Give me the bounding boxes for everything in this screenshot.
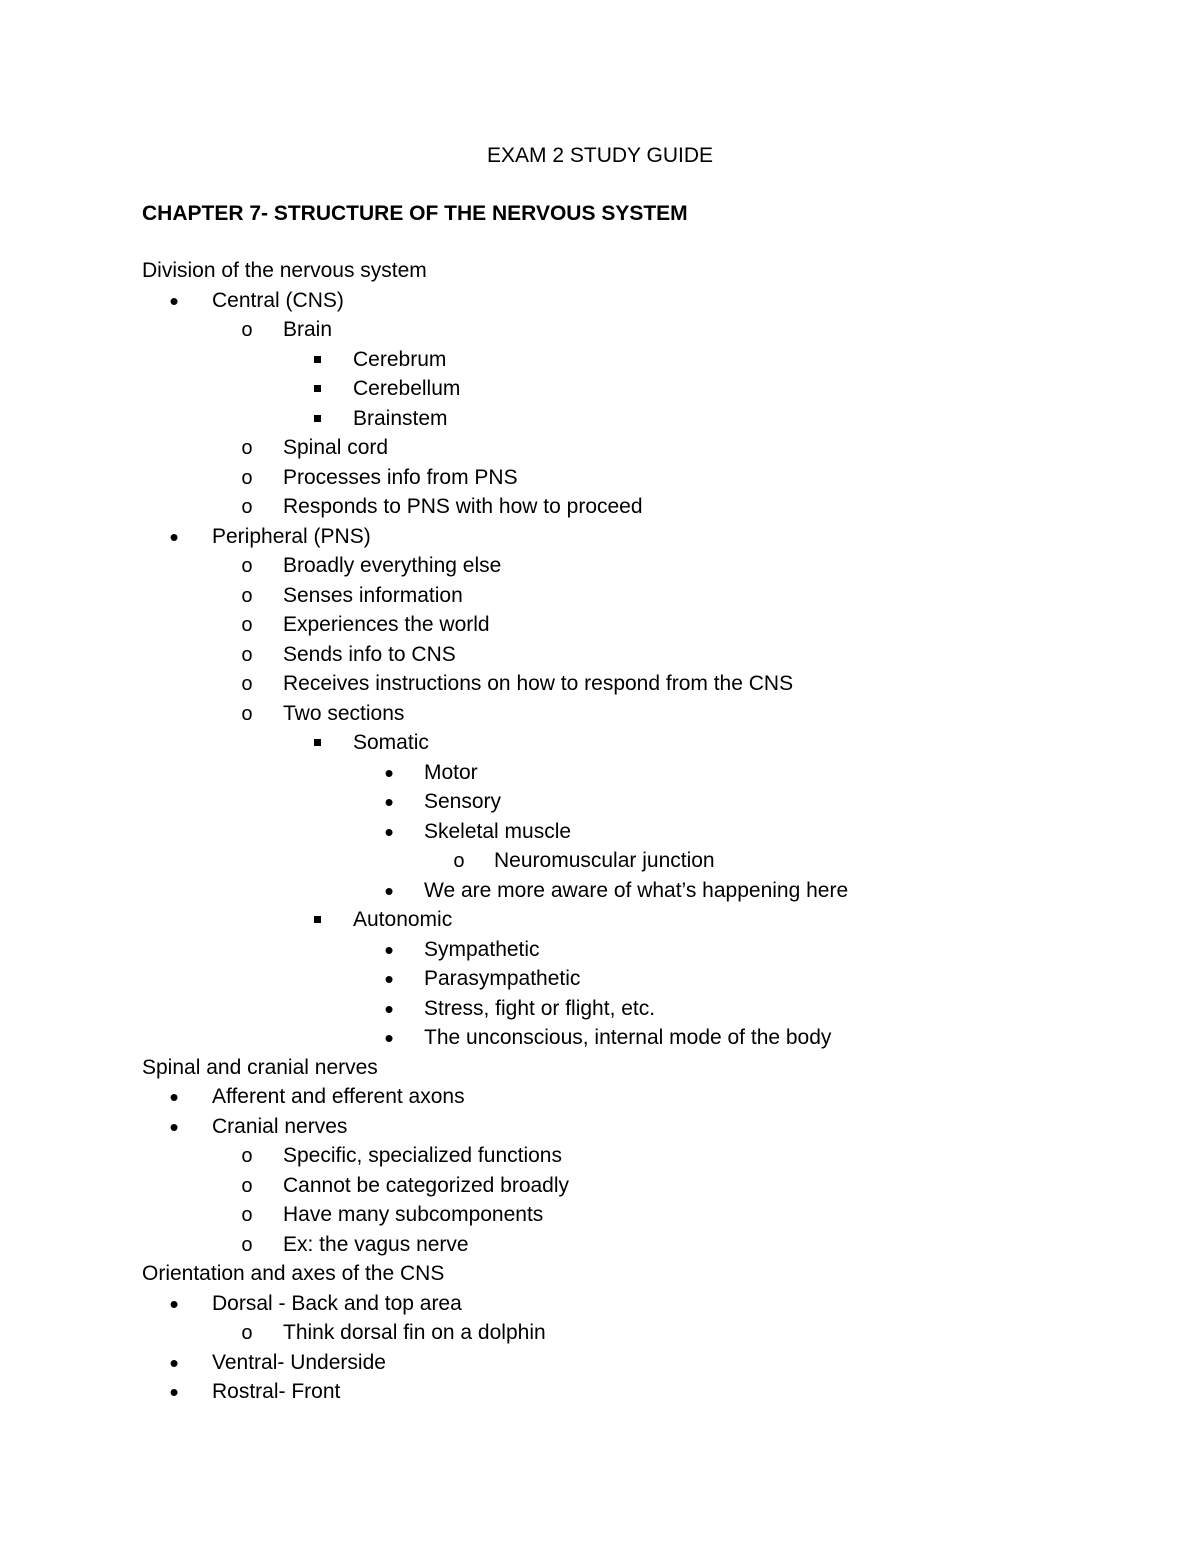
outline-item-text: Ex: the vagus nerve [283, 1233, 469, 1256]
outline-item-text: Brainstem [353, 407, 448, 430]
outline-item-text: Parasympathetic [424, 967, 581, 990]
outline-item [0, 345, 1200, 375]
disc-bullet-icon [159, 522, 189, 552]
outline-item [0, 728, 1200, 758]
outline-item [0, 1112, 1200, 1142]
outline-item [0, 876, 1200, 906]
outline-item-text: Ventral- Underside [212, 1351, 386, 1374]
circle-bullet-icon [232, 433, 262, 463]
square-bullet-icon [302, 374, 332, 404]
disc-bullet-icon [374, 758, 404, 788]
outline-item-text: Brain [283, 318, 333, 341]
disc-bullet-icon [159, 1377, 189, 1407]
outline-item-text: Motor [424, 761, 478, 784]
outline-item [0, 994, 1200, 1024]
outline-item [0, 404, 1200, 434]
outline-item-text: Central (CNS) [212, 289, 344, 312]
outline-item-text: Cerebellum [353, 377, 461, 400]
outline-item [0, 551, 1200, 581]
outline-item [0, 286, 1200, 316]
circle-bullet-icon [232, 1141, 262, 1171]
disc-bullet-icon [374, 1023, 404, 1053]
outline-item [0, 492, 1200, 522]
outline-item [0, 1023, 1200, 1053]
outline-item-text: Cannot be categorized broadly [283, 1174, 570, 1197]
circle-bullet-icon [232, 581, 262, 611]
square-bullet-icon [302, 905, 332, 935]
outline-item [0, 846, 1200, 876]
outline-item [0, 1259, 1200, 1289]
outline-item [0, 1053, 1200, 1083]
section-heading: Orientation and axes of the CNS [142, 1262, 445, 1285]
outline-item [0, 1141, 1200, 1171]
disc-bullet-icon [374, 935, 404, 965]
outline-item-text: Think dorsal fin on a dolphin [283, 1321, 546, 1344]
outline-item [0, 964, 1200, 994]
disc-bullet-icon [374, 787, 404, 817]
section-heading: Division of the nervous system [142, 259, 427, 282]
outline-item-text: Sends info to CNS [283, 643, 456, 666]
outline-item-text: Specific, specialized functions [283, 1144, 562, 1167]
circle-bullet-icon [232, 492, 262, 522]
outline-item-text: Cerebrum [353, 348, 447, 371]
outline-item [0, 315, 1200, 345]
outline-item-text: Processes info from PNS [283, 466, 518, 489]
disc-bullet-icon [159, 286, 189, 316]
outline-item-text: Rostral- Front [212, 1380, 341, 1403]
outline-item-text: The unconscious, internal mode of the body [424, 1026, 832, 1049]
outline-item-text: Experiences the world [283, 613, 490, 636]
circle-bullet-icon [232, 640, 262, 670]
circle-bullet-icon [232, 463, 262, 493]
outline-item [0, 935, 1200, 965]
disc-bullet-icon [159, 1348, 189, 1378]
outline-item-text: Afferent and efferent axons [212, 1085, 465, 1108]
outline-item-text: Spinal cord [283, 436, 389, 459]
outline-item [0, 699, 1200, 729]
outline-item-text: Responds to PNS with how to proceed [283, 495, 643, 518]
square-bullet-icon [302, 728, 332, 758]
chapter-heading: CHAPTER 7- STRUCTURE OF THE NERVOUS SYSTEM [142, 202, 688, 225]
outline-item-text: Stress, fight or flight, etc. [424, 997, 656, 1020]
circle-bullet-icon [232, 669, 262, 699]
outline-item-text: We are more aware of what’s happening here [424, 879, 849, 902]
outline-item-text: Dorsal - Back and top area [212, 1292, 462, 1315]
outline-item [0, 1230, 1200, 1260]
outline-item [0, 1082, 1200, 1112]
outline-item [0, 905, 1200, 935]
outline-item [0, 817, 1200, 847]
outline-item [0, 640, 1200, 670]
circle-bullet-icon [232, 551, 262, 581]
outline-item [0, 1200, 1200, 1230]
outline-item [0, 1377, 1200, 1407]
square-bullet-icon [302, 404, 332, 434]
disc-bullet-icon [374, 964, 404, 994]
circle-bullet-icon [444, 846, 474, 876]
outline-item-text: Skeletal muscle [424, 820, 572, 843]
outline-item-text: Sensory [424, 790, 502, 813]
outline-item-text: Two sections [283, 702, 405, 725]
outline-item-text: Senses information [283, 584, 463, 607]
circle-bullet-icon [232, 1318, 262, 1348]
outline-item-text: Broadly everything else [283, 554, 502, 577]
outline-item-text: Have many subcomponents [283, 1203, 544, 1226]
circle-bullet-icon [232, 699, 262, 729]
outline-item [0, 758, 1200, 788]
outline-item [0, 1171, 1200, 1201]
disc-bullet-icon [159, 1082, 189, 1112]
outline-item [0, 787, 1200, 817]
outline-item [0, 1289, 1200, 1319]
outline-item [0, 522, 1200, 552]
outline-item [0, 374, 1200, 404]
outline-item [0, 463, 1200, 493]
section-heading: Spinal and cranial nerves [142, 1056, 378, 1079]
disc-bullet-icon [374, 876, 404, 906]
outline-item [0, 256, 1200, 286]
outline-item [0, 1318, 1200, 1348]
circle-bullet-icon [232, 1171, 262, 1201]
outline-item [0, 669, 1200, 699]
circle-bullet-icon [232, 610, 262, 640]
outline-item-text: Receives instructions on how to respond from the CNS [283, 672, 794, 695]
circle-bullet-icon [232, 1230, 262, 1260]
outline-item-text: Cranial nerves [212, 1115, 348, 1138]
circle-bullet-icon [232, 315, 262, 345]
outline-item-text: Neuromuscular junction [494, 849, 715, 872]
circle-bullet-icon [232, 1200, 262, 1230]
outline-item-text: Autonomic [353, 908, 453, 931]
outline-item [0, 1348, 1200, 1378]
outline-item-text: Somatic [353, 731, 429, 754]
outline-item-text: Peripheral (PNS) [212, 525, 371, 548]
outline-item [0, 610, 1200, 640]
disc-bullet-icon [374, 817, 404, 847]
disc-bullet-icon [159, 1289, 189, 1319]
square-bullet-icon [302, 345, 332, 375]
outline-item-text: Sympathetic [424, 938, 540, 961]
disc-bullet-icon [374, 994, 404, 1024]
document-title: EXAM 2 STUDY GUIDE [487, 144, 713, 167]
disc-bullet-icon [159, 1112, 189, 1142]
outline-item [0, 433, 1200, 463]
outline-item [0, 581, 1200, 611]
